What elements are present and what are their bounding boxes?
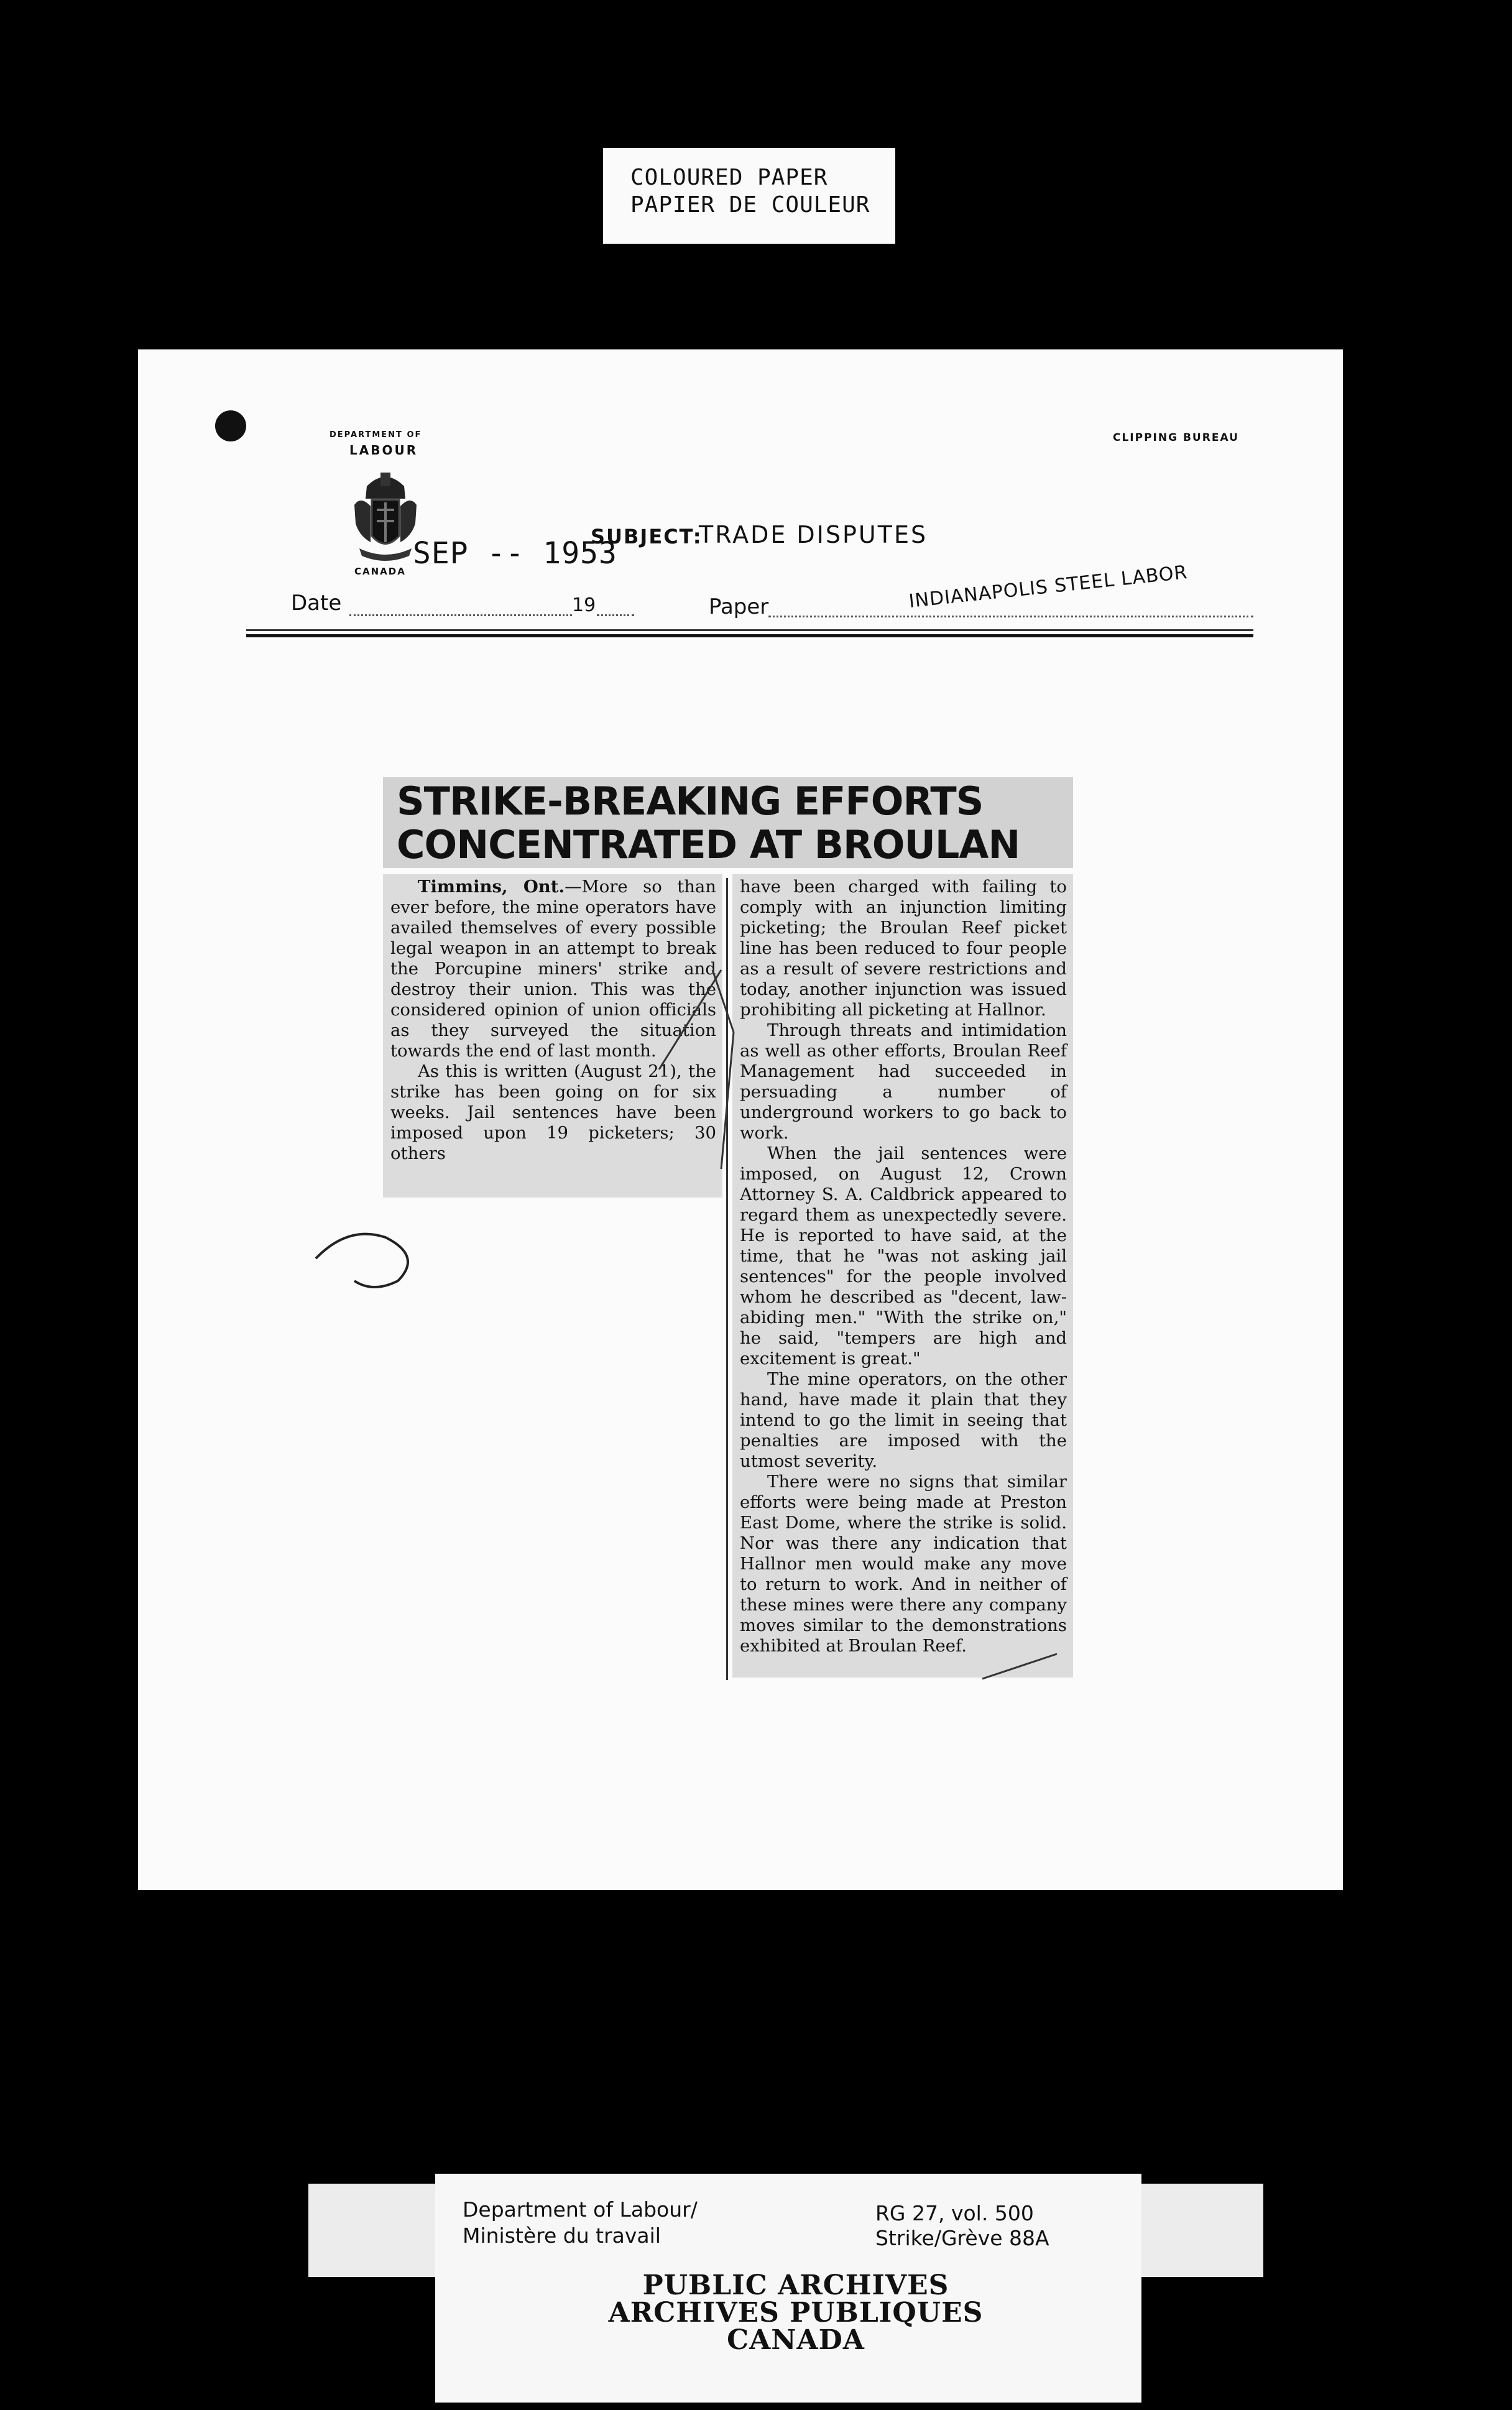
article-paragraph: There were no signs that similar efforts were being made at Preston East Dome, where the strike is solid. Nor was there any indication that Hallnor men would make any move to return to work. And in neither of these mines were there any company moves similar to the demonstrations exhibited at Broulan Reef. <box>740 1472 1067 1656</box>
headline-line-2: CONCENTRATED AT BROULAN <box>397 822 1020 867</box>
column-divider <box>726 878 728 1680</box>
archive-title-fr: ARCHIVES PUBLIQUES <box>608 2297 984 2329</box>
paper-stamp: INDIANAPOLIS STEEL LABOR <box>908 561 1189 612</box>
article-paragraph: The mine operators, on the other hand, have made it plain that they intend to go the limit in seeing that penalties are imposed with the utmost severity. <box>740 1369 1067 1471</box>
article-paragraph: As this is written (August 21), the strike has been going on for six weeks. Jail sentences have been imposed upon 19 picketers; 30 others <box>390 1061 716 1163</box>
article-paragraph: Through threats and intimidation as well as other efforts, Broulan Reef Management had succeeded in persuading a number of underground workers to go back to work. <box>740 1020 1067 1143</box>
canada-text: CANADA <box>354 566 406 577</box>
archive-title-country: CANADA <box>727 2324 865 2356</box>
date-dotted-line <box>349 614 572 616</box>
label-line-french: PAPIER DE COULEUR <box>630 192 870 218</box>
header-rule-thin <box>246 629 1253 631</box>
clipping-headline <box>383 777 1073 868</box>
headline-line-1: STRIKE-BREAKING EFFORTS <box>397 778 984 824</box>
archive-ref-strike: Strike/Grève 88A <box>875 2226 1049 2250</box>
date-label: Date <box>291 591 342 616</box>
article-paragraph: When the jail sentences were imposed, on August 12, Crown Attorney S. A. Caldbrick appeared to regard them as unexpectedly severe. He is reported to have said, at the time, that he "was not asking jail sentences" for the people involved whom he described as "decent, law-abiding men." "With the strike on," he said, "tempers are high and excitement is great." <box>740 1143 1067 1369</box>
archive-dept-english: Department of Labour/ <box>463 2197 698 2222</box>
header-rule-thick <box>246 634 1253 637</box>
department-of-text: DEPARTMENT OF <box>330 430 422 440</box>
subject-label: SUBJECT: <box>591 525 703 548</box>
archive-ref-volume: RG 27, vol. 500 <box>875 2201 1034 2225</box>
article-lead-text: —More so than ever before, the mine operators have availed themselves of every possible legal weapon in an attempt to break the Porcupine miners' strike and destroy their union. This was the considered opinion of union officials as they surveyed the situation towards the end of last month. <box>390 877 717 1061</box>
paper-dotted-line <box>768 616 1253 617</box>
article-column-1 <box>383 874 722 1198</box>
article-column-2 <box>732 874 1073 1678</box>
clipping-bureau-text: CLIPPING BUREAU <box>1113 432 1239 444</box>
year-prefix: 19 <box>572 594 596 616</box>
article-dateline: Timmins, Ont. <box>418 877 565 897</box>
coloured-paper-label <box>603 148 895 244</box>
coat-of-arms-icon <box>348 461 423 567</box>
subject-value: TRADE DISPUTES <box>699 521 928 548</box>
punch-hole <box>215 410 246 441</box>
article-paragraph <box>390 877 716 1061</box>
article-paragraph: have been charged with failing to comply with an injunction limiting picketing; the Broulan Reef picket line has been reduced to four people as a result of severe restrictions and today, another injunction was issued prohibiting all picketing at Hallnor. <box>740 877 1067 1020</box>
year-dotted-line <box>597 614 634 616</box>
labour-text: LABOUR <box>349 443 418 458</box>
label-line-english: COLOURED PAPER <box>630 165 828 190</box>
paper-label: Paper <box>709 594 769 619</box>
date-stamp: SEP -- 1953 <box>413 536 617 571</box>
archive-title-en: PUBLIC ARCHIVES <box>642 2269 949 2301</box>
archive-dept-french: Ministère du travail <box>463 2223 661 2248</box>
